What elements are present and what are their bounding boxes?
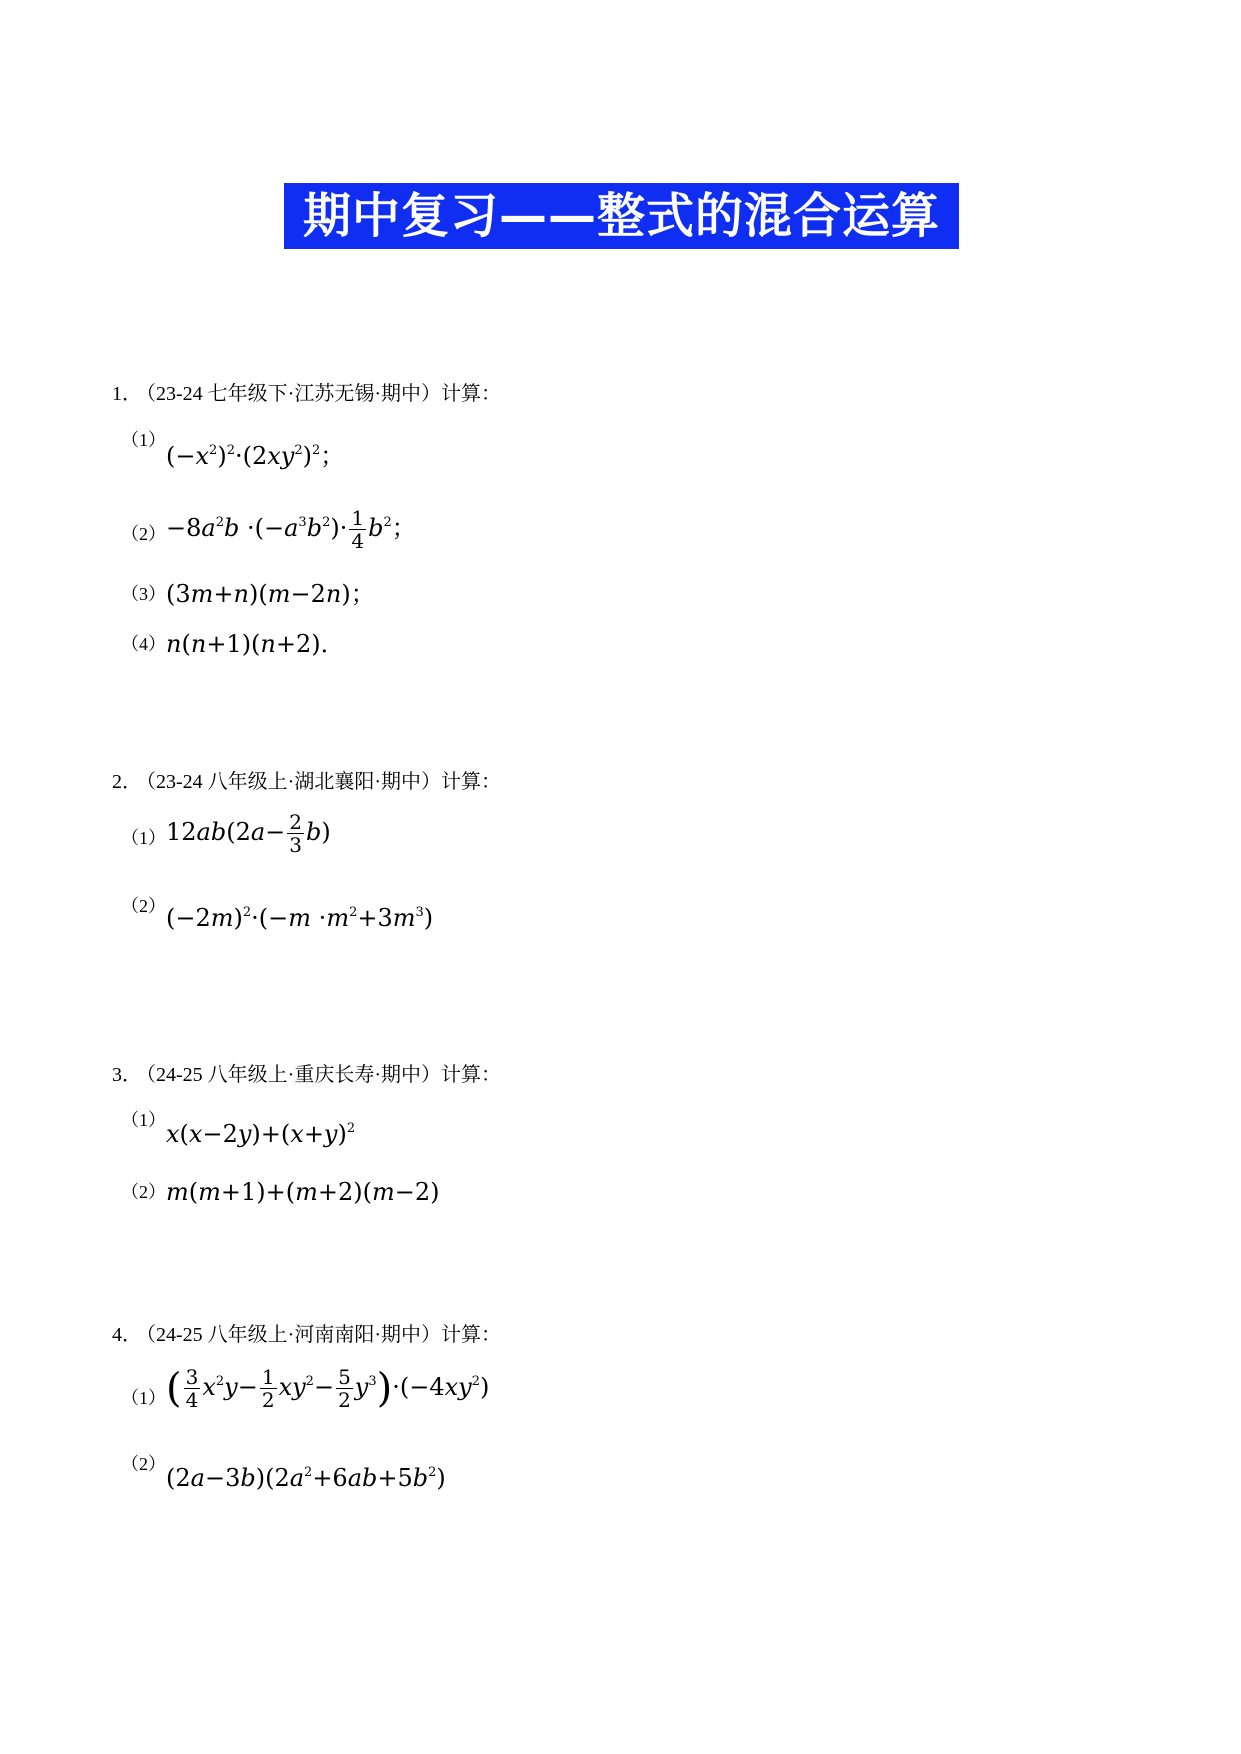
question-source: （24-25 八年级上·重庆长寿·期中）计算： (136, 1064, 501, 1086)
question-number: 1． (112, 383, 142, 405)
question-4-sub-2-label: （2） (121, 1454, 166, 1474)
question-3-sub-2-expression: m(m+1)+(m+2)(m−2) (166, 1178, 440, 1206)
question-number: 2． (112, 771, 142, 793)
question-1-sub-1-expression: $(-x^2)^2\cdot(2xy^2)^2$； (166, 442, 345, 470)
question-2-sub-2-expression: $(-2m)^2\cdot(-m \cdot m^2+3m^3)$ (166, 904, 434, 932)
question-2-sub-2-label: （2） (121, 896, 166, 916)
question-2-sub-1-label: （1） (121, 828, 166, 848)
question-1-sub-1-label: （1） (121, 430, 166, 450)
title-banner (284, 183, 959, 249)
question-3-sub-1-expression: $x(x-2y)+(x+y)^2$ (166, 1120, 356, 1148)
question-1-sub-4-label: （4） (121, 634, 166, 654)
question-source: （23-24 七年级下·江苏无锡·期中）计算： (136, 383, 501, 405)
question-1-sub-4-expression: n(n+1)(n+2)． (166, 630, 345, 658)
question-1-sub-2-label: （2） (121, 524, 166, 544)
question-4-sub-1-expression: ( $\frac{3}{4}$ $x^2y-$ $\frac{1}{2}$ $xy^2-$ $\frac{5}{2}$ $y^3)\cdot(-4xy^2)$ (166, 1365, 490, 1412)
question-3-sub-1-label: （1） (121, 1110, 166, 1130)
question-4-sub-2-expression: $(2a-3b)(2a^2+6ab+5b^2)$ (166, 1464, 446, 1492)
question-4-heading (112, 1323, 501, 1347)
question-1-sub-3-expression: (3m+n)(m−2n)； (166, 580, 375, 608)
question-4-sub-1-label: （1） (121, 1388, 166, 1408)
question-number: 3． (112, 1064, 142, 1086)
question-source: （24-25 八年级上·河南南阳·期中）计算： (136, 1324, 501, 1346)
question-source: （23-24 八年级上·湖北襄阳·期中）计算： (136, 771, 501, 793)
question-2-heading (112, 770, 501, 794)
question-1-sub-3-label: （3） (121, 584, 166, 604)
question-1-sub-2-expression: $-8a^2b \cdot(-a^3b^2)\cdot$ $\frac{1}{4}$ $b^2$； (166, 506, 416, 553)
question-3-heading (112, 1063, 501, 1087)
question-1-heading (112, 382, 501, 406)
question-2-sub-1-expression: 12ab(2a− $\frac{2}{3}$ b) (166, 810, 331, 857)
question-3-sub-2-label: （2） (121, 1182, 166, 1202)
question-number: 4． (112, 1324, 142, 1346)
page-title: 期中复习——整式的混合运算 (284, 183, 959, 249)
